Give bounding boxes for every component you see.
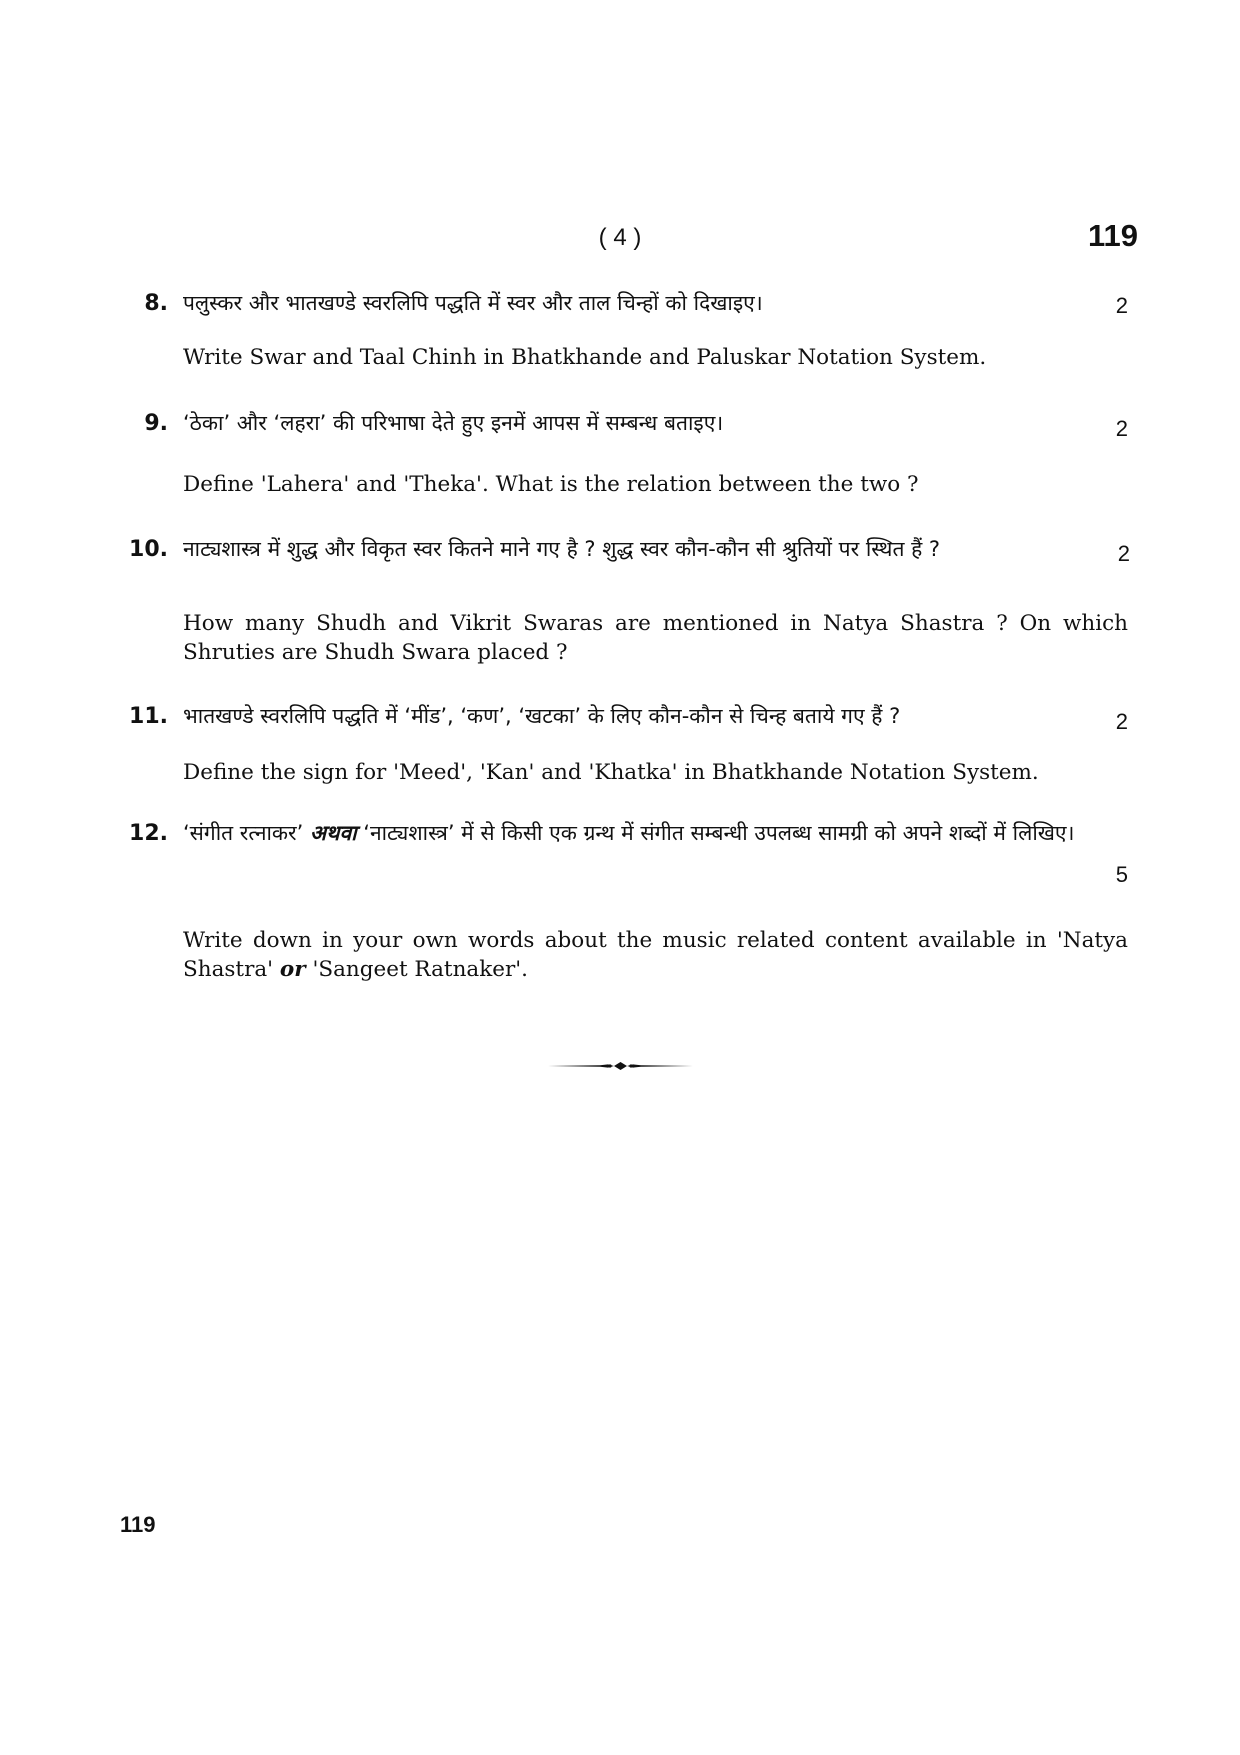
hindi-text-part: ‘नाट्यशास्त्र’ में से किसी एक ग्रन्थ में संगीत सम्बन्धी उपलब्ध सामग्री को अपने शब्दों में लिखिए। bbox=[363, 821, 1075, 845]
question-english-text bbox=[183, 926, 1128, 984]
hindi-text-part: ‘संगीत रत्नाकर’ bbox=[183, 821, 304, 845]
question-marks: 2 bbox=[1115, 709, 1128, 734]
question-number: 8. bbox=[144, 291, 168, 316]
english-text-part: Write down in your own words about the music related content available in 'Natya Shastra' bbox=[183, 928, 1128, 982]
question-number: 11. bbox=[129, 704, 168, 729]
question-english-text: How many Shudh and Vikrit Swaras are mentioned in Natya Shastra ? On which Shruties are Shudh Swara placed ? bbox=[183, 611, 1128, 665]
english-or-word: or bbox=[279, 957, 306, 982]
page-number: ( 4 ) bbox=[598, 224, 642, 251]
hindi-or-word: अथवा bbox=[310, 821, 357, 845]
question-number: 10. bbox=[129, 537, 168, 562]
question-hindi-text: ‘ठेका’ और ‘लहरा’ की परिभाषा देते हुए इनमें आपस में सम्बन्ध बताइए। bbox=[183, 411, 724, 435]
paper-code-top: 119 bbox=[1087, 218, 1138, 253]
paper-code-bottom: 119 bbox=[120, 1512, 156, 1537]
question-english-text: Write Swar and Taal Chinh in Bhatkhande and Paluskar Notation System. bbox=[183, 345, 987, 370]
question-number: 12. bbox=[129, 821, 168, 846]
question-english-text: Define the sign for 'Meed', 'Kan' and 'Khatka' in Bhatkhande Notation System. bbox=[183, 760, 1039, 785]
english-text-part: 'Sangeet Ratnaker'. bbox=[312, 957, 529, 982]
ornamental-divider bbox=[548, 1058, 693, 1077]
question-number: 9. bbox=[144, 411, 168, 436]
question-marks: 2 bbox=[1115, 416, 1128, 441]
question-marks: 2 bbox=[1115, 293, 1128, 318]
question-hindi-text: पलुस्कर और भातखण्डे स्वरलिपि पद्धति में स्वर और ताल चिन्हों को दिखाइए। bbox=[183, 291, 763, 315]
question-hindi-text: भातखण्डे स्वरलिपि पद्धति में ‘मींड’, ‘कण’, ‘खटका’ के लिए कौन-कौन से चिन्ह बताये गए हैं ? bbox=[183, 704, 901, 728]
question-marks: 2 bbox=[1117, 541, 1130, 566]
question-hindi-text bbox=[183, 817, 1118, 849]
question-marks: 5 bbox=[1115, 862, 1128, 887]
question-english-text: Define 'Lahera' and 'Theka'. What is the relation between the two ? bbox=[183, 472, 919, 497]
question-hindi-text: नाट्यशास्त्र में शुद्ध और विकृत स्वर कितने माने गए है ? शुद्ध स्वर कौन-कौन सी श्रुतियों पर स्थित हैं ? bbox=[183, 537, 941, 561]
